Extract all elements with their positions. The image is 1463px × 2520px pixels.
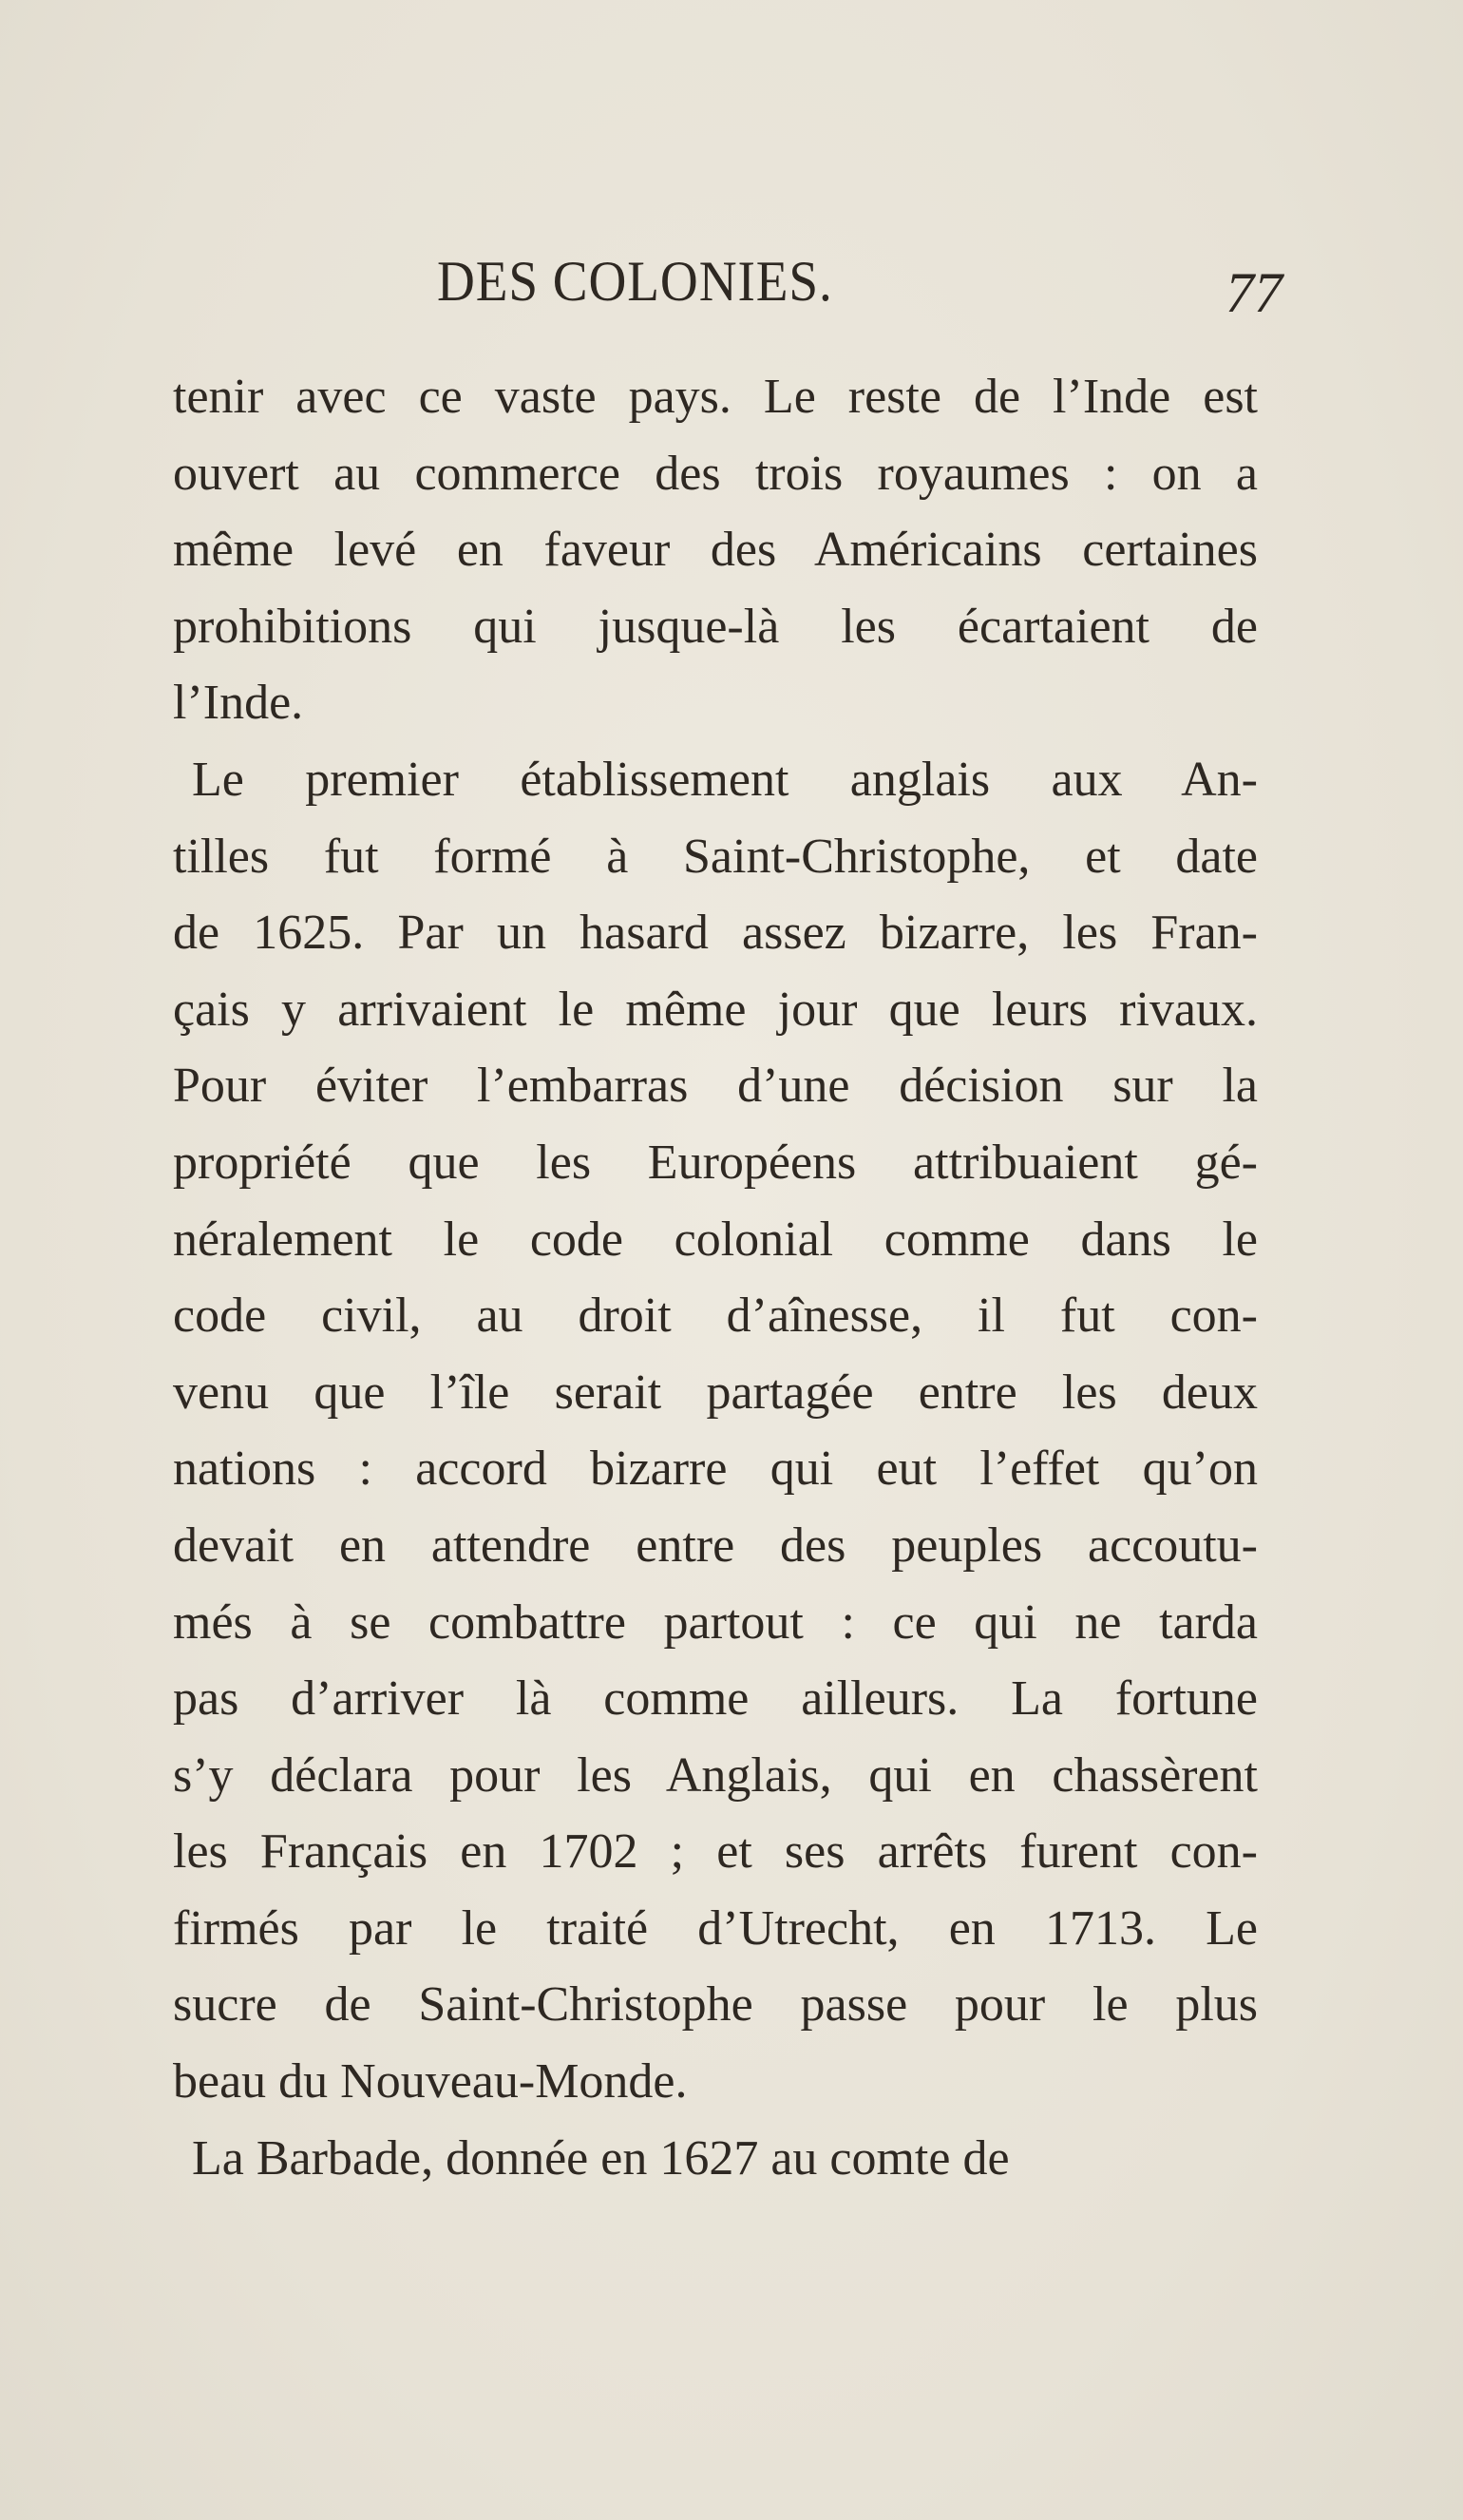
text-line: més à se combattre partout : ce qui ne tarda — [173, 1594, 1258, 1650]
page-header — [0, 249, 1463, 325]
text-line: les Français en 1702 ; et ses arrêts furent con- — [173, 1824, 1258, 1880]
text-line: venu que l’île serait partagée entre les deux — [173, 1365, 1258, 1420]
body-text — [173, 359, 1258, 2197]
text-line: Pour éviter l’embarras d’une décision sur la — [173, 1059, 1258, 1114]
text-line: La Barbade, donnée en 1627 au comte de — [192, 2130, 1010, 2186]
text-line: Le premier établissement anglais aux An- — [192, 752, 1258, 807]
text-line: propriété que les Européens attribuaient gé- — [173, 1135, 1258, 1190]
text-line: pas d’arriver là comme ailleurs. La fortune — [173, 1671, 1258, 1727]
text-line: firmés par le traité d’Utrecht, en 1713. Le — [173, 1900, 1258, 1956]
text-line: prohibitions qui jusque-là les écartaient de — [173, 599, 1258, 654]
text-line: s’y déclara pour les Anglais, qui en chassèrent — [173, 1747, 1258, 1803]
text-line: néralement le code colonial comme dans le — [173, 1212, 1258, 1267]
text-line: nations : accord bizarre qui eut l’effet qu’on — [173, 1441, 1258, 1497]
running-title: DES COLONIES. — [437, 250, 833, 313]
text-line: de 1625. Par un hasard assez bizarre, les Fran- — [173, 906, 1258, 961]
text-line: tenir avec ce vaste pays. Le reste de l’Inde est — [173, 370, 1258, 424]
page-number: 77 — [1226, 261, 1282, 324]
text-line: même levé en faveur des Américains certaines — [173, 523, 1258, 578]
text-line: ouvert au commerce des trois royaumes : on a — [173, 446, 1258, 501]
text-line: beau du Nouveau-Monde. — [173, 2054, 688, 2110]
text-line: devait en attendre entre des peuples accoutu- — [173, 1518, 1258, 1573]
text-line: sucre de Saint-Christophe passe pour le plus — [173, 1977, 1258, 2033]
text-line: çais y arrivaient le même jour que leurs rivaux. — [173, 982, 1258, 1037]
text-line: tilles fut formé à Saint-Christophe, et date — [173, 829, 1258, 884]
text-line: l’Inde. — [173, 676, 304, 731]
text-line: code civil, au droit d’aînesse, il fut con- — [173, 1289, 1258, 1344]
